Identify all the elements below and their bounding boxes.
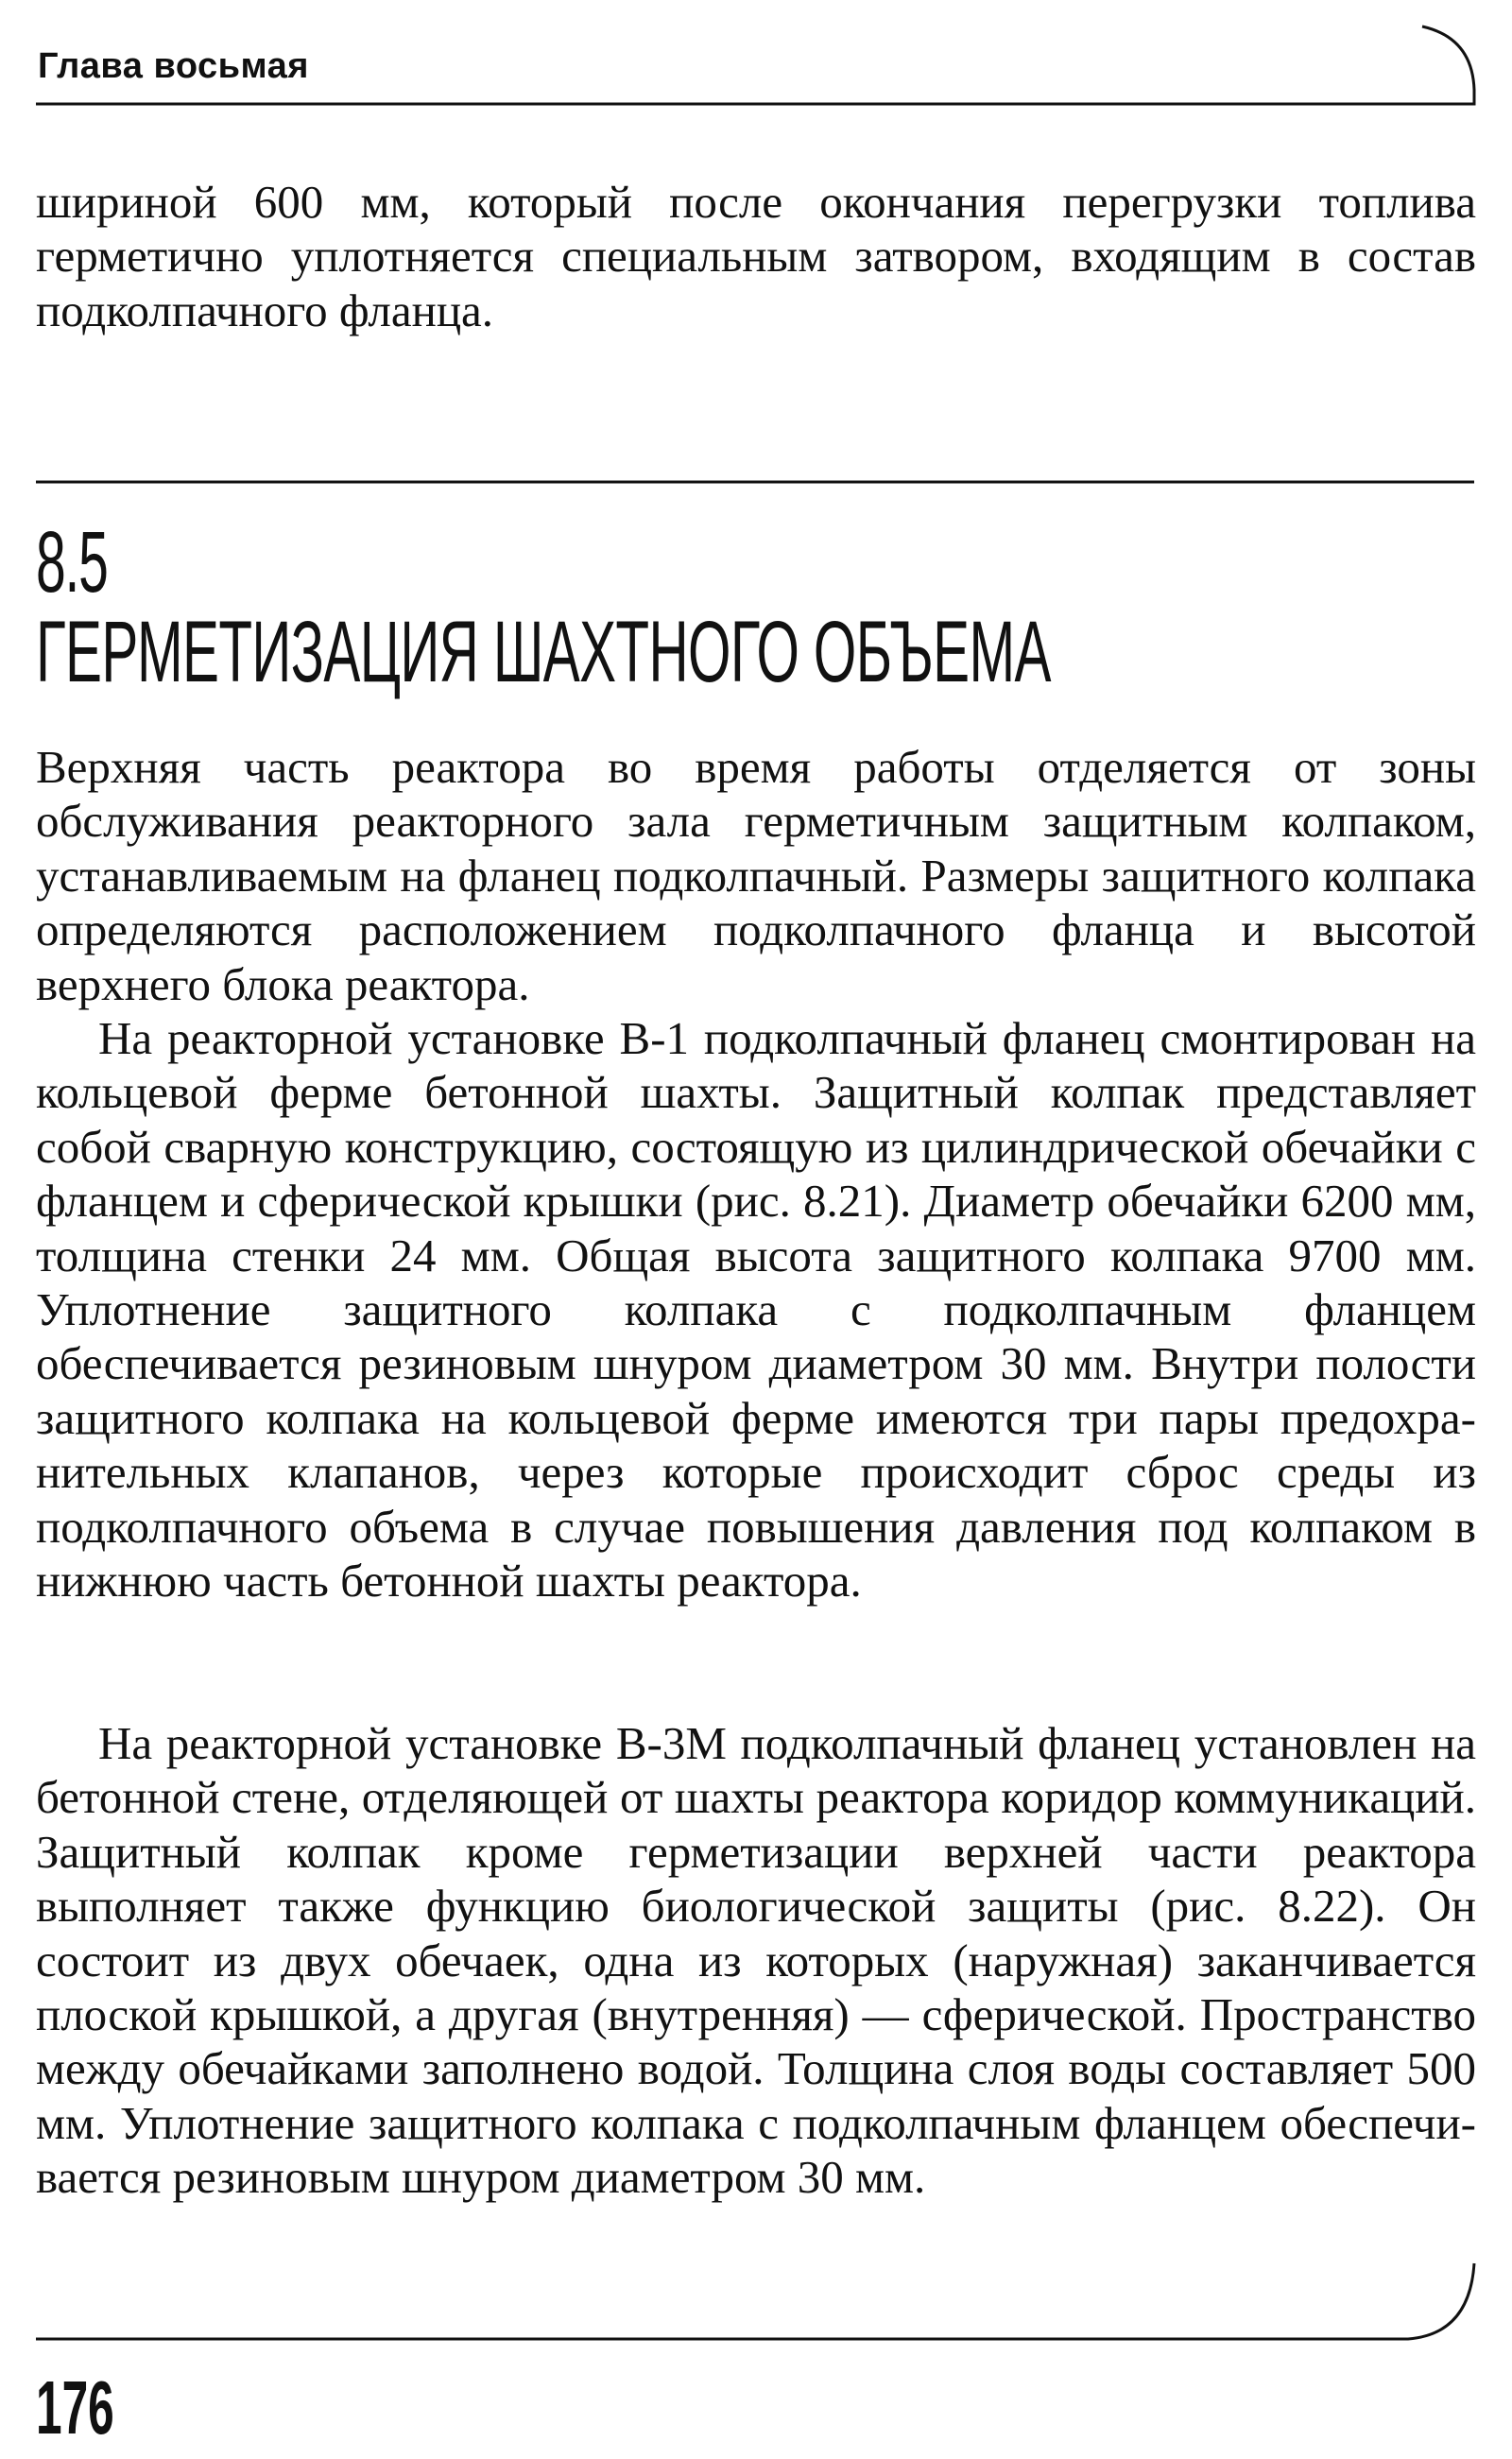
body-paragraph: На реакторной установке В-1 подколпачный фланец смонтирован на кольцевой ферме бетонной шахты. Защитный колпак представляет собой сварную конструкцию, состоящую из цилиндрической обечайки с фланцем и сферической крышки (рис. 8.21). Диаметр обечайки 6200 мм, толщина стенки 24 мм. Общая высота защитного колпака 9700 мм. Уплотнение защитного колпака с подколпачным фланцем обеспечивается резиновым шнуром диаметром 30 мм. Внутри полости защитного колпака на кольцевой ферме имеются три пары предохранительных клапанов, через которые происходит сброс среды из подколпачного объема в случае повышения давления под колпаком в нижнюю часть бетонной шахты реактора. — [36, 1012, 1476, 1608]
section-title: ГЕРМЕТИЗАЦИЯ ШАХТНОГО ОБЪЕМА — [36, 604, 1051, 700]
running-head: Глава восьмая — [38, 46, 309, 86]
page-number: 176 — [36, 2365, 114, 2450]
body-paragraph: Верхняя часть реактора во время работы отделяется от зоны обслуживания реакторного зала герметичным защитным колпаком, устанавливаемым на фланец подколпачный. Размеры защитного колпака определяются расположением подколпачного фланца и высотой верхнего блока реактора. — [36, 741, 1476, 1010]
body-paragraph: На реакторной установке В-3М подколпачный фланец установлен на бетонной стене, отделяющей от шахты реактора коридор коммуникаций. Защитный колпак кроме герметизации верхней части реактора выполняет также функцию биологической защиты (рис. 8.22). Он состоит из двух обечаек, одна из которых (наружная) заканчивается плоской крышкой, а другая (внутренняя) — сферической. Пространство между обечайками заполнено водой. Толщина слоя воды составляет 500 мм. Уплотнение защитного колпака с подколпачным фланцем обеспечивается резиновым шнуром диаметром 30 мм. — [36, 1717, 1476, 2204]
intro-paragraph: шириной 600 мм, который после окончания перегрузки топлива герметично уплотняется специальным затвором, входящим в состав подколпачного фланца. — [36, 176, 1476, 336]
footer-rule-with-curve — [36, 2263, 1474, 2339]
section-number: 8.5 — [36, 514, 108, 610]
